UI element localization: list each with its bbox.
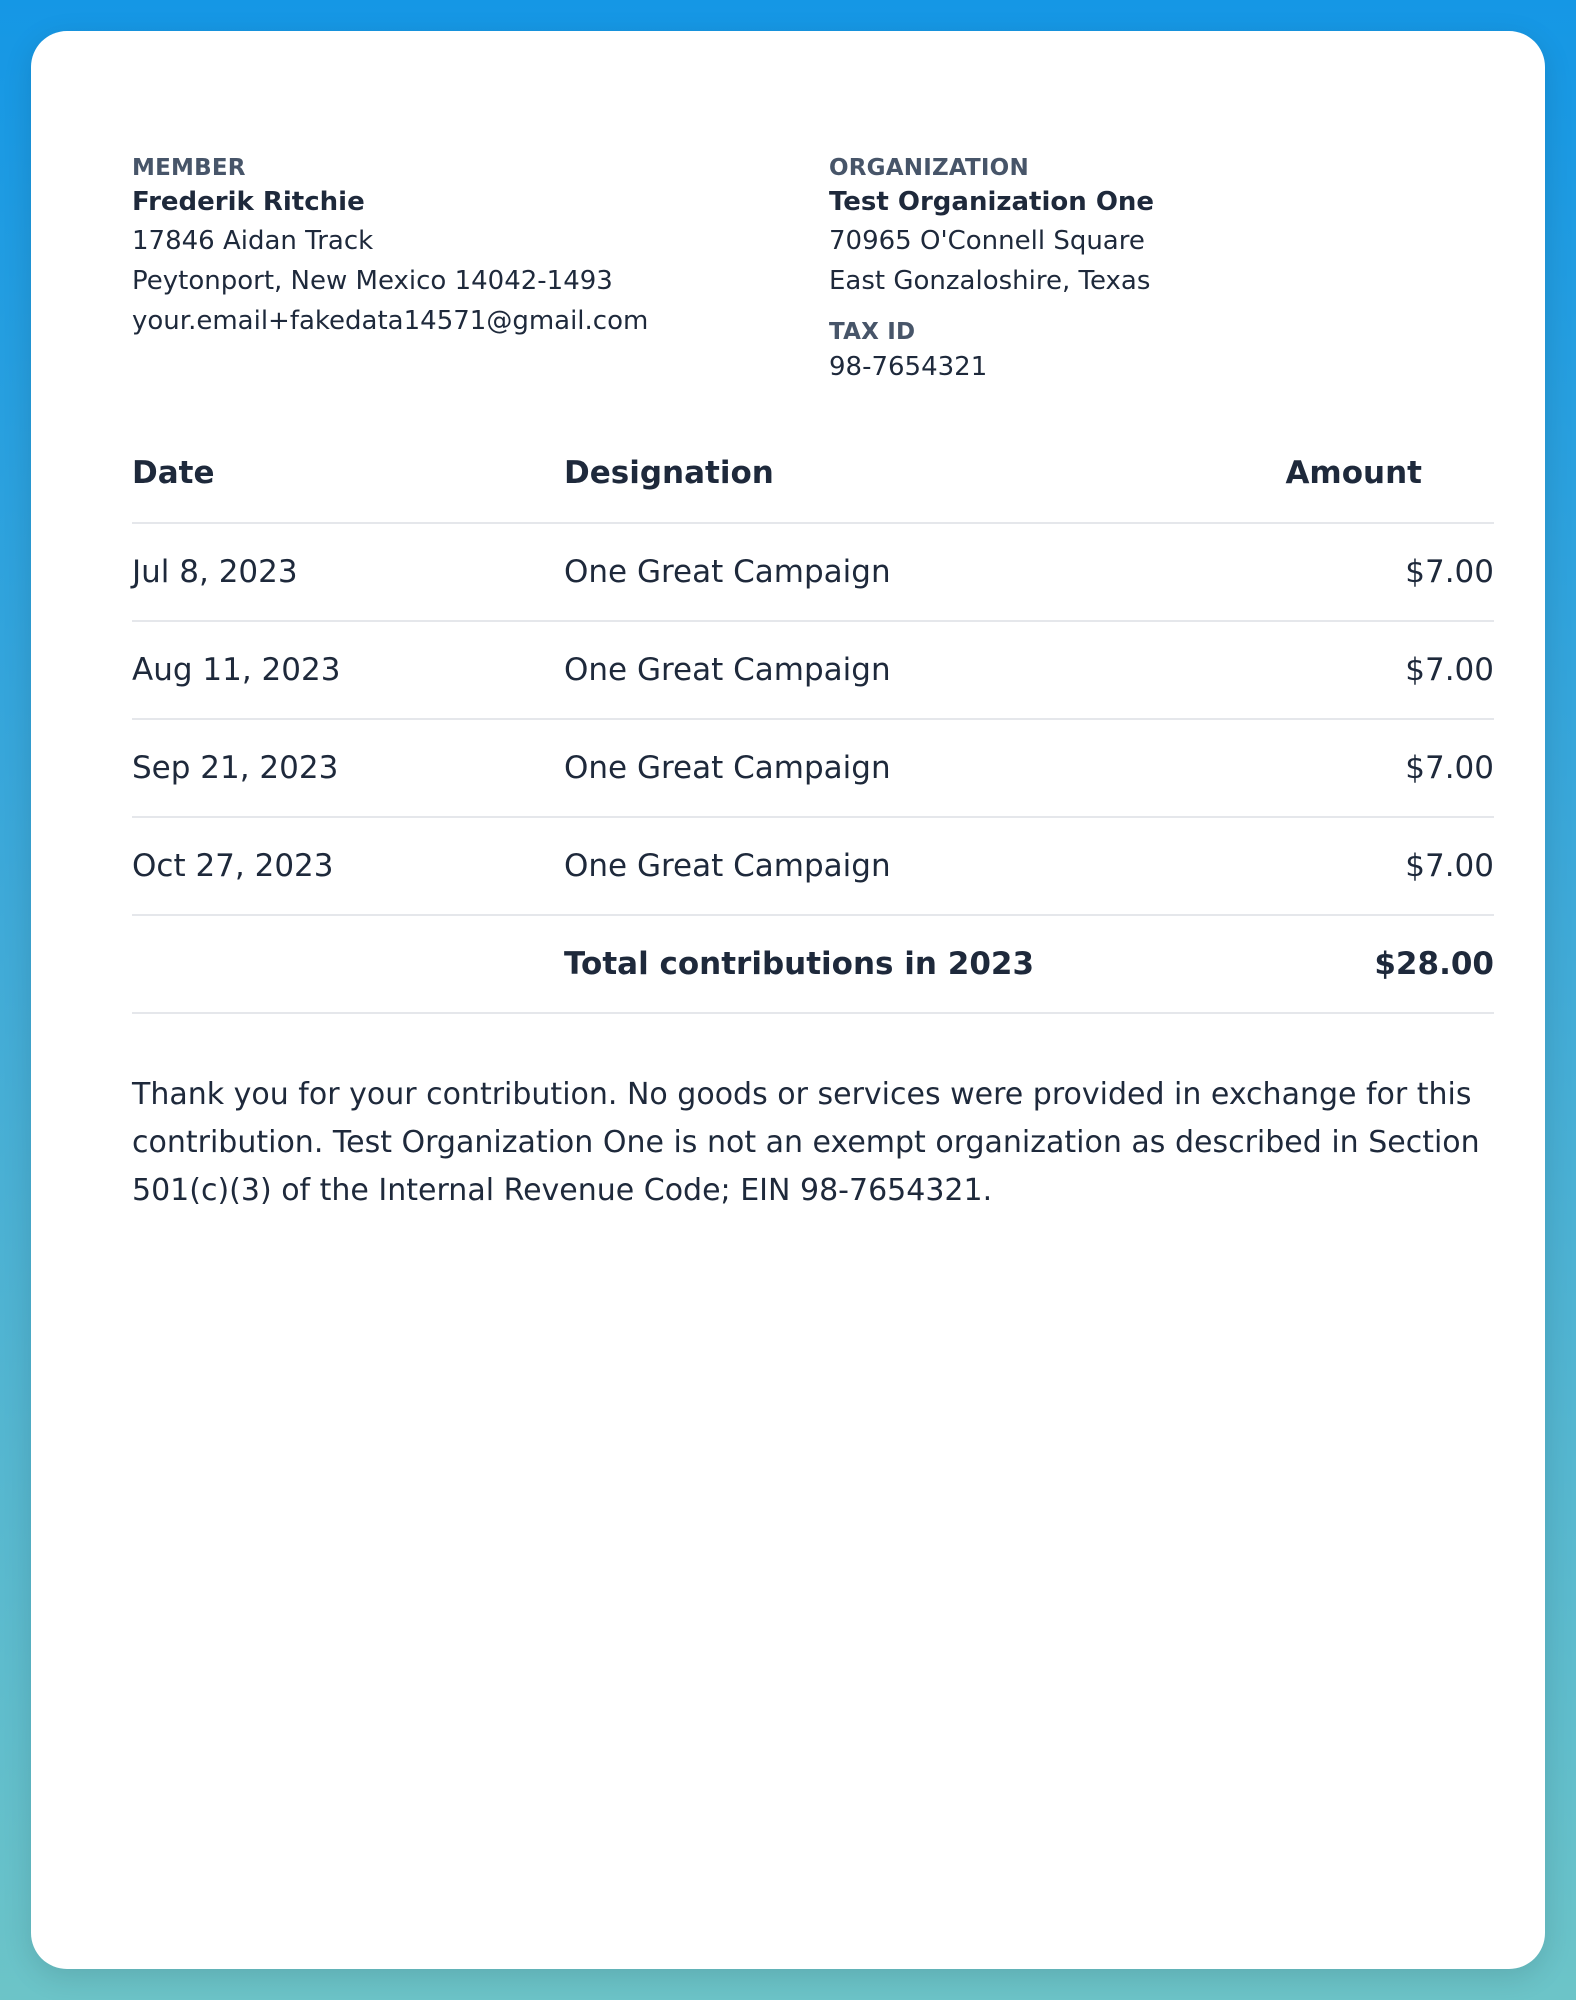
- table-row: [132, 719, 1494, 817]
- member-section: [132, 153, 812, 341]
- row-designation: One Great Campaign: [564, 621, 1264, 719]
- organization-section: [829, 153, 1489, 387]
- row-designation: One Great Campaign: [564, 523, 1264, 621]
- total-amount: $28.00: [1264, 915, 1494, 1013]
- row-amount: $7.00: [1264, 523, 1494, 621]
- row-designation: One Great Campaign: [564, 719, 1264, 817]
- organization-label: ORGANIZATION: [829, 155, 1029, 181]
- member-label: MEMBER: [132, 155, 246, 181]
- total-label: Total contributions in 2023: [564, 915, 1264, 1013]
- organization-name: Test Organization One: [829, 187, 1155, 217]
- tax-id-value: 98-7654321: [829, 352, 988, 382]
- contributions-table: [132, 424, 1494, 1014]
- tax-id-label: TAX ID: [829, 319, 916, 345]
- table-row: [132, 817, 1494, 915]
- total-row: [132, 915, 1494, 1013]
- member-name: Frederik Ritchie: [132, 187, 365, 217]
- header-amount: Amount: [1264, 424, 1494, 523]
- total-empty-cell: [132, 915, 564, 1013]
- member-address-line2: Peytonport, New Mexico 14042-1493: [132, 266, 613, 296]
- row-amount: $7.00: [1264, 719, 1494, 817]
- row-amount: $7.00: [1264, 621, 1494, 719]
- row-date: Oct 27, 2023: [132, 817, 564, 915]
- organization-address-line1: 70965 O'Connell Square: [829, 226, 1145, 256]
- acknowledgement-note: Thank you for your contribution. No goods or services were provided in exchange for this contribution. Test Organization One is not an exempt organization as described in Section 501(c)(3) of the Internal Revenue Code; EIN 98-7654321.: [132, 1077, 1480, 1208]
- header-designation: Designation: [564, 424, 1264, 523]
- row-date: Jul 8, 2023: [132, 523, 564, 621]
- row-designation: One Great Campaign: [564, 817, 1264, 915]
- organization-address-line2: East Gonzaloshire, Texas: [829, 266, 1151, 296]
- table-header-row: [132, 424, 1494, 523]
- member-email: your.email+fakedata14571@gmail.com: [132, 306, 649, 336]
- table-row: [132, 621, 1494, 719]
- row-amount: $7.00: [1264, 817, 1494, 915]
- header-date: Date: [132, 424, 564, 523]
- member-address-line1: 17846 Aidan Track: [132, 226, 374, 256]
- row-date: Sep 21, 2023: [132, 719, 564, 817]
- row-date: Aug 11, 2023: [132, 621, 564, 719]
- receipt-card: [31, 31, 1545, 1969]
- table-row: [132, 523, 1494, 621]
